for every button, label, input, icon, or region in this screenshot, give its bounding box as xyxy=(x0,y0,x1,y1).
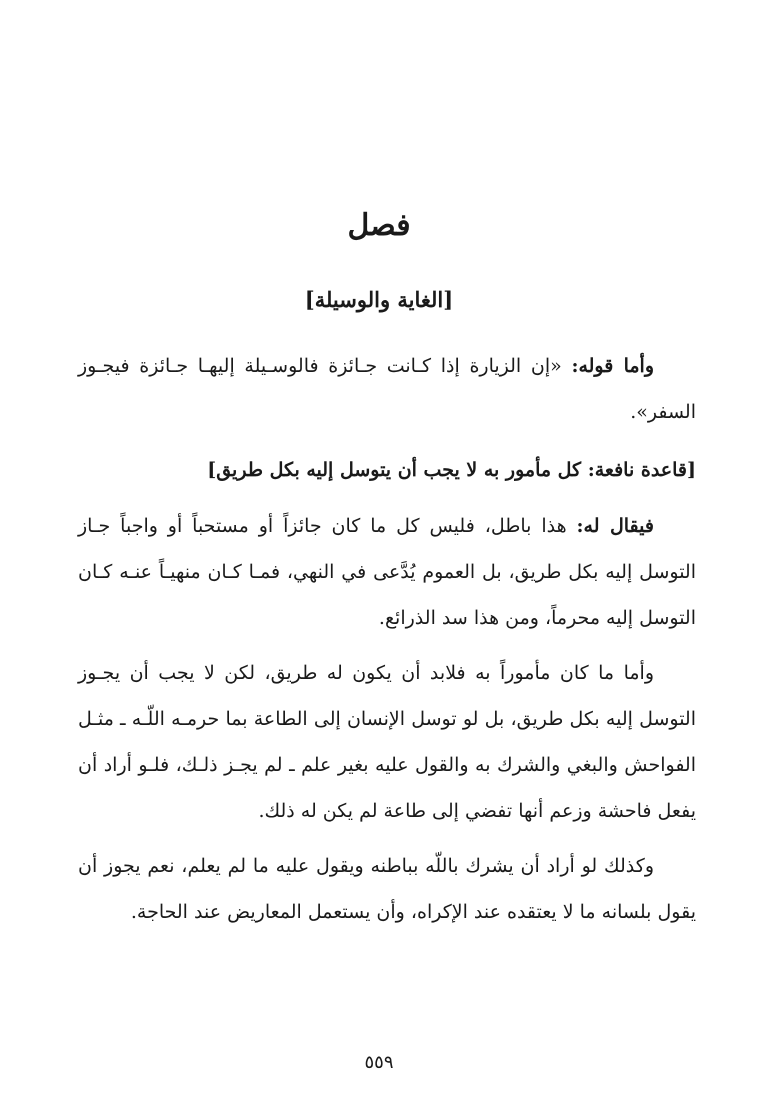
paragraph-1 xyxy=(78,343,696,435)
paragraph-2-text: هذا باطل، فليس كل ما كان جائزاً أو مستحباً أو واجباً جـاز التوسل إليه بكل طريق، بل العموم يُدَّعى في النهي، فمـا كـان منهيـاً عنـه كـان التوسل إليه محرماً، ومن هذا سد الذرائع. xyxy=(78,515,696,629)
paragraph-2 xyxy=(78,503,696,641)
paragraph-2-lead: فيقال له: xyxy=(576,515,654,537)
rule-heading: [قاعدة نافعة: كل مأمور به لا يجب أن يتوسل إليه بكل طريق] xyxy=(207,459,696,481)
page-number: ٥٥٩ xyxy=(364,1052,394,1073)
chapter-title: فصل xyxy=(347,208,411,243)
paragraph-1-text: «إن الزيارة إذا كـانت جـائزة فالوسـيلة إليهـا جـائزة فيجـوز السفر». xyxy=(78,355,696,423)
paragraph-1-lead: وأما قوله: xyxy=(571,355,654,377)
paragraph-3: وأما ما كان مأموراً به فلابد أن يكون له طريق، لكن لا يجب أن يجـوز التوسل إليه بكل طريق، بل لو توسل الإنسان إلى الطاعة بما حرمـه اللّـه ـ مثـل الفواحش والبغي والشرك به والقول عليه بغير علم ـ لم يجـز ذلـك، فلـو أراد أن يفعل فاحشة وزعم أنها تفضي إلى طاعة لم يكن له ذلك. xyxy=(78,662,696,822)
section-heading: [الغاية والوسيلة] xyxy=(304,287,454,312)
paragraph-4: وكذلك لو أراد أن يشرك باللّه بباطنه ويقول عليه ما لم يعلم، نعم يجوز أن يقول بلسانه ما لا يعتقده عند الإكراه، وأن يستعمل المعاريض عند الحاجة. xyxy=(78,855,696,923)
